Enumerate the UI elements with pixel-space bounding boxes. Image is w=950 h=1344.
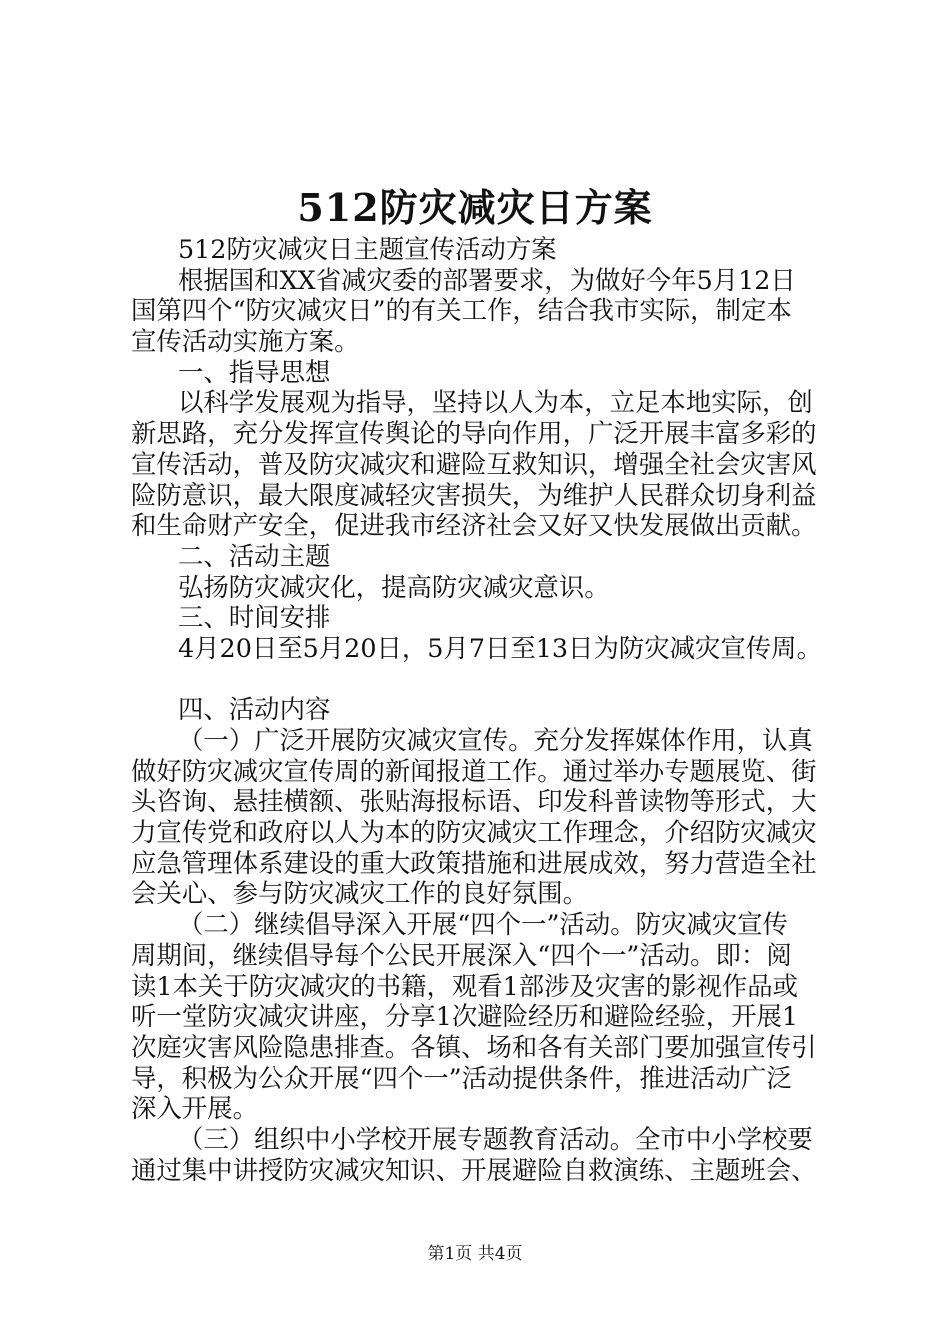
- text-line: 力宣传党和政府以人为本的防灾减灾工作理念，介绍防灾减灾: [131, 817, 817, 848]
- page-footer: 第1页 共4页: [427, 1244, 523, 1264]
- text-line: 险防意识，最大限度减轻灾害损失，为维护人民群众切身利益: [131, 479, 817, 510]
- text-line: 深入开展。: [131, 1093, 258, 1124]
- text-line: 一、指导思想: [178, 356, 331, 387]
- text-line: 512防灾减灾日主题宣传活动方案: [178, 234, 557, 264]
- text-line: 应急管理体系建设的重大政策措施和进展成效，努力营造全社: [131, 847, 817, 878]
- text-line: （二）继续倡导深入开展“四个一”活动。防灾减灾宣传: [178, 909, 788, 940]
- text-line: 头咨询、悬挂横额、张贴海报标语、印发科普读物等形式，大: [131, 786, 817, 817]
- text-line: 宣传活动实施方案。: [131, 326, 360, 357]
- text-line: （一）广泛开展防灾减灾宣传。充分发挥媒体作用，认真: [178, 725, 813, 755]
- text-line: 会关心、参与防灾减灾工作的良好氛围。: [131, 878, 589, 909]
- text-line: 弘扬防灾减灾化，提高防灾减灾意识。: [178, 571, 610, 602]
- document-title: 512防灾减灾日方案: [297, 185, 653, 230]
- text-line: 导，积极为公众开展“四个一”活动提供条件，推进活动广泛: [131, 1062, 792, 1093]
- text-line: 根据国和XX省减灾委的部署要求，为做好今年5月12日: [178, 264, 796, 295]
- text-line: 四、活动内容: [178, 694, 331, 725]
- text-line: 新思路，充分发挥宣传舆论的导向作用，广泛开展丰富多彩的: [131, 418, 817, 449]
- text-line: 周期间，继续倡导每个公民开展深入“四个一”活动。即：阅: [131, 939, 792, 970]
- text-line: 4月20日至5月20日，5月7日至13日为防灾减灾宣传周。: [178, 632, 822, 663]
- text-line: 和生命财产安全，促进我市经济社会又好又快发展做出贡献。: [131, 510, 817, 541]
- text-line: 通过集中讲授防灾减灾知识、开展避险自救演练、主题班会、: [131, 1154, 817, 1185]
- text-line: 次庭灾害风险隐患排查。各镇、场和各有关部门要加强宣传引: [131, 1031, 817, 1062]
- blank-line: [131, 664, 831, 695]
- text-line: 以科学发展观为指导，坚持以人为本，立足本地实际，创: [178, 387, 813, 418]
- text-line: 听一堂防灾减灾讲座，分享1次避险经历和避险经验，开展1: [131, 1001, 799, 1032]
- text-line: （三）组织中小学校开展专题教育活动。全市中小学校要: [178, 1123, 813, 1154]
- text-line: 二、活动主题: [178, 540, 331, 571]
- text-line: 做好防灾减灾宣传周的新闻报道工作。通过举办专题展览、街: [131, 755, 817, 786]
- document-body: [131, 234, 831, 1185]
- text-line: 三、时间安排: [178, 602, 331, 633]
- text-line: 读1本关于防灾减灾的书籍，观看1部涉及灾害的影视作品或: [131, 970, 799, 1001]
- text-line: 国第四个“防灾减灾日”的有关工作，结合我市实际，制定本: [131, 295, 792, 326]
- text-line: 宣传活动，普及防灾减灾和避险互救知识，增强全社会灾害风: [131, 448, 817, 479]
